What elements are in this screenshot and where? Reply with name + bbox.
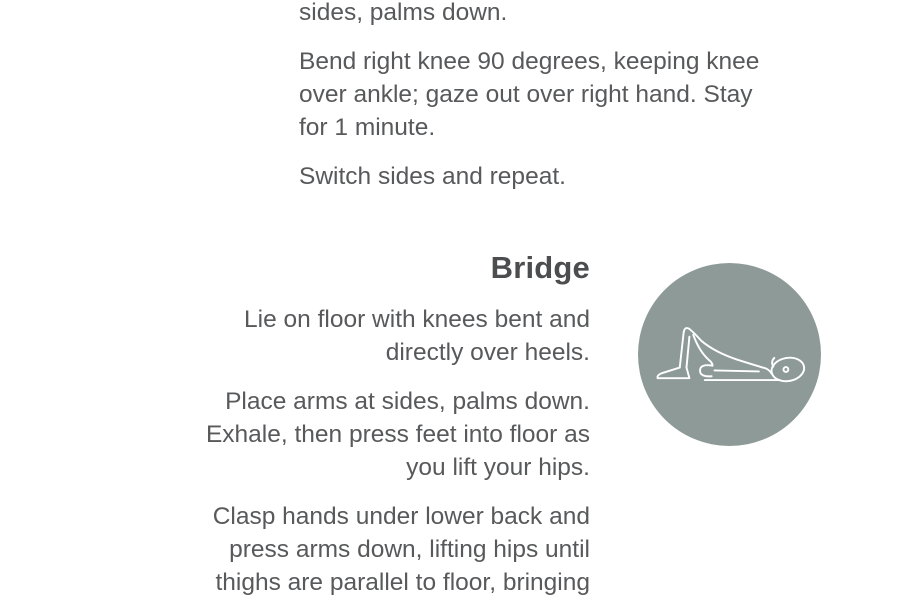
paragraph-line: you lift your hips.	[406, 454, 590, 481]
paragraph-line: Lie on floor with knees bent and	[244, 306, 590, 333]
previous-pose-text	[299, 0, 859, 209]
paragraph	[299, 45, 859, 144]
bridge-pose-text	[90, 303, 590, 615]
paragraph-line: Exhale, then press feet into floor as	[205, 421, 590, 448]
paragraph-line: Switch sides and repeat.	[299, 163, 566, 190]
paragraph-line: Place arms at sides, palms down.	[225, 388, 590, 415]
paragraph-line: directly over heels.	[385, 339, 590, 366]
paragraph-line: Clasp hands under lower back and	[212, 503, 590, 530]
paragraph	[90, 385, 590, 484]
paragraph-line: for 1 minute.	[299, 114, 436, 141]
paragraph-line: sides, palms down.	[299, 0, 508, 26]
paragraph-line: thighs are parallel to floor, bringing	[215, 569, 590, 596]
pose-title: Bridge	[490, 250, 590, 285]
paragraph-line: press arms down, lifting hips until	[229, 536, 590, 563]
paragraph	[90, 303, 590, 369]
paragraph	[299, 0, 859, 29]
bridge-pose-icon	[645, 323, 811, 387]
paragraph	[90, 500, 590, 599]
paragraph-line: Bend right knee 90 degrees, keeping knee	[299, 48, 760, 75]
paragraph	[299, 160, 859, 193]
bridge-pose-illustration-badge	[638, 263, 821, 446]
paragraph-line: over ankle; gaze out over right hand. Stay	[299, 81, 753, 108]
